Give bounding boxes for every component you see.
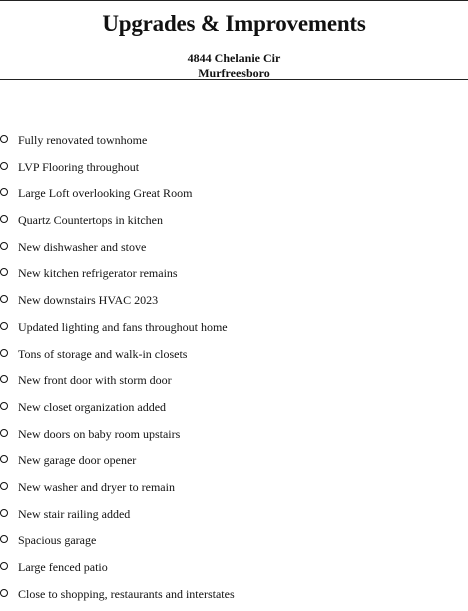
circle-bullet-icon	[0, 349, 8, 357]
list-item-text: New front door with storm door	[18, 373, 172, 388]
circle-bullet-icon	[0, 295, 8, 303]
list-item-text: Updated lighting and fans throughout home	[18, 319, 228, 334]
circle-bullet-icon	[0, 589, 8, 597]
list-item-text: Large fenced patio	[18, 560, 108, 574]
circle-bullet-icon	[0, 242, 8, 250]
circle-bullet-icon	[0, 375, 8, 383]
circle-bullet-icon	[0, 268, 8, 276]
circle-bullet-icon	[0, 162, 8, 170]
list-item-text: Large Loft overlooking Great Room	[18, 186, 193, 201]
circle-bullet-icon	[0, 562, 8, 570]
circle-bullet-icon	[0, 402, 8, 410]
circle-bullet-icon	[0, 535, 8, 543]
circle-bullet-icon	[0, 135, 8, 143]
list-item-text: New dishwasher and stove	[18, 239, 147, 254]
list-item-text: Spacious garage	[18, 533, 97, 548]
circle-bullet-icon	[0, 455, 8, 463]
circle-bullet-icon	[0, 509, 8, 517]
list-item-text: New closet organization added	[18, 399, 167, 414]
list-item-text: New washer and dryer to remain	[18, 479, 175, 494]
list-item-text: Quartz Countertops in kitchen	[18, 213, 163, 228]
list-item-text: LVP Flooring throughout	[18, 159, 140, 174]
circle-bullet-icon	[0, 429, 8, 437]
list-item-text: Tons of storage and walk-in closets	[18, 346, 188, 361]
circle-bullet-icon	[0, 188, 8, 196]
circle-bullet-icon	[0, 482, 8, 490]
address-street: 4844 Chelanie Cir	[187, 51, 281, 65]
list-item-text: New garage door opener	[18, 453, 137, 468]
circle-bullet-icon	[0, 322, 8, 330]
list-item-text: New kitchen refrigerator remains	[18, 266, 178, 281]
list-item-text: New stair railing added	[18, 506, 131, 521]
page-title: Upgrades & Improvements	[102, 11, 366, 36]
list-item-text: New doors on baby room upstairs	[18, 426, 181, 441]
list-item-text: New downstairs HVAC 2023	[18, 293, 159, 308]
address-city: Murfreesboro	[198, 66, 270, 80]
list-item-text: Close to shopping, restaurants and interstates	[18, 586, 235, 601]
circle-bullet-icon	[0, 215, 8, 223]
document-header	[0, 0, 468, 80]
list-item-text: Fully renovated townhome	[18, 133, 148, 147]
